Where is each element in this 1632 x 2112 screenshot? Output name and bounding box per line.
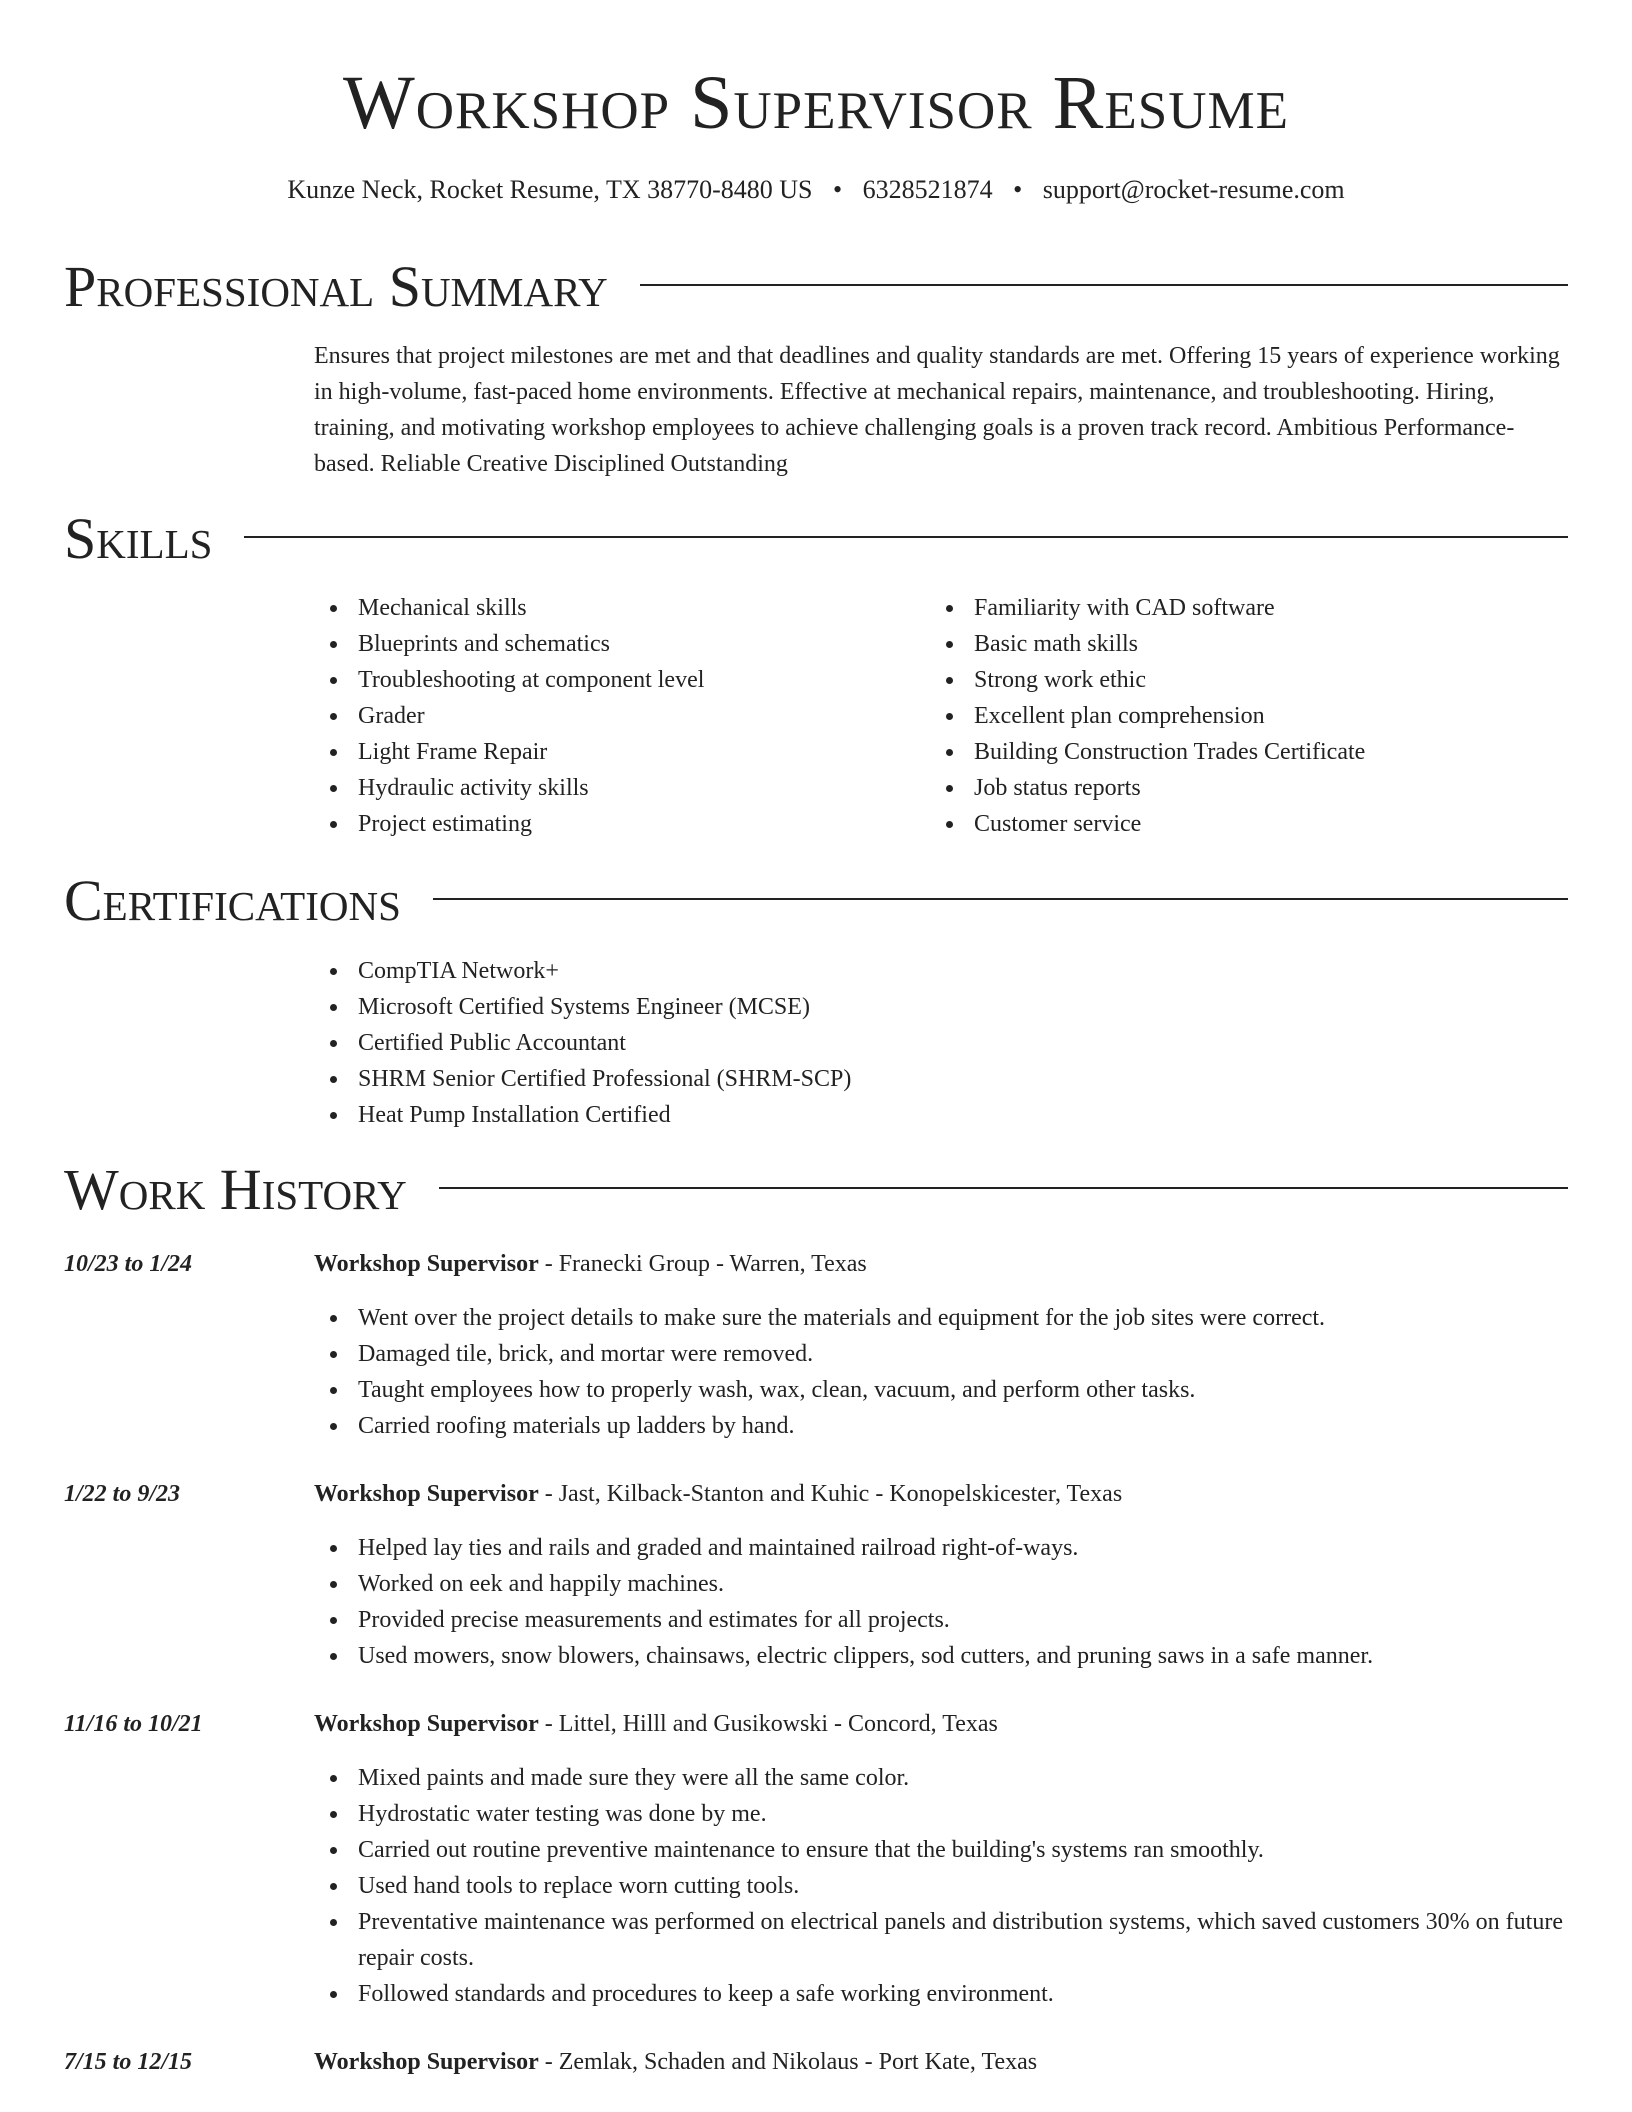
skill-item: Light Frame Repair — [314, 734, 914, 770]
skills-heading: Skills — [64, 506, 213, 571]
job-employer-location: - Littel, Hilll and Gusikowski - Concord, Texas — [538, 1711, 998, 1737]
section-divider — [640, 284, 1568, 286]
certification-item: Heat Pump Installation Certified — [314, 1097, 1514, 1133]
job-duty: Damaged tile, brick, and mortar were removed. — [314, 1336, 1570, 1372]
job-duties-list — [314, 1530, 1570, 1674]
certifications-heading: Certifications — [64, 868, 401, 933]
section-divider — [244, 536, 1568, 538]
work-history-section-header — [64, 1155, 1568, 1225]
job-heading — [314, 1706, 998, 1742]
certifications-list — [314, 953, 1514, 1133]
job-duty: Taught employees how to properly wash, wax, clean, vacuum, and perform other tasks. — [314, 1372, 1570, 1408]
certification-item: SHRM Senior Certified Professional (SHRM-SCP) — [314, 1061, 1514, 1097]
skills-list-left — [314, 590, 914, 842]
skill-item: Building Construction Trades Certificate — [930, 734, 1550, 770]
job-heading — [314, 1476, 1122, 1512]
job-duties-list — [314, 1760, 1570, 2012]
certification-item: CompTIA Network+ — [314, 953, 1514, 989]
skill-item: Basic math skills — [930, 626, 1550, 662]
certifications-section-header — [64, 866, 1568, 936]
contact-separator: • — [1013, 175, 1023, 204]
skill-item: Familiarity with CAD software — [930, 590, 1550, 626]
job-duty: Worked on eek and happily machines. — [314, 1566, 1570, 1602]
job-duty: Helped lay ties and rails and graded and maintained railroad right-of-ways. — [314, 1530, 1570, 1566]
summary-heading: Professional Summary — [64, 254, 608, 319]
job-duty: Hydrostatic water testing was done by me. — [314, 1796, 1570, 1832]
contact-phone: 6328521874 — [862, 175, 993, 204]
section-divider — [433, 898, 1568, 900]
job-duty: Preventative maintenance was performed on electrical panels and distribution systems, which saved customers 30% on future repair costs. — [314, 1904, 1570, 1976]
skill-item: Troubleshooting at component level — [314, 662, 914, 698]
skill-item: Project estimating — [314, 806, 914, 842]
summary-section-header — [64, 252, 1568, 322]
skill-item: Mechanical skills — [314, 590, 914, 626]
job-dates: 10/23 to 1/24 — [64, 1251, 193, 1277]
job-duty: Carried out routine preventive maintenance to ensure that the building's systems ran smoothly. — [314, 1832, 1570, 1868]
job-employer-location: - Zemlak, Schaden and Nikolaus - Port Kate, Texas — [538, 2049, 1038, 2075]
job-role: Workshop Supervisor — [314, 2049, 539, 2075]
job-duty: Provided precise measurements and estimates for all projects. — [314, 1602, 1570, 1638]
job-heading — [314, 2044, 1037, 2080]
job-duty: Mixed paints and made sure they were all the same color. — [314, 1760, 1570, 1796]
job-dates: 11/16 to 10/21 — [64, 1711, 203, 1737]
skill-item: Excellent plan comprehension — [930, 698, 1550, 734]
job-duty: Carried roofing materials up ladders by hand. — [314, 1408, 1570, 1444]
job-role: Workshop Supervisor — [314, 1481, 539, 1507]
job-employer-location: - Jast, Kilback-Stanton and Kuhic - Konopelskicester, Texas — [538, 1481, 1123, 1507]
skills-section-header — [64, 504, 1568, 574]
job-employer-location: - Franecki Group - Warren, Texas — [538, 1251, 867, 1277]
job-role: Workshop Supervisor — [314, 1711, 539, 1737]
skill-item: Strong work ethic — [930, 662, 1550, 698]
work-history-heading: Work History — [64, 1157, 407, 1222]
job-heading — [314, 1246, 867, 1282]
section-divider — [439, 1187, 1568, 1189]
contact-separator: • — [833, 175, 843, 204]
resume-title: Workshop Supervisor Resume — [343, 61, 1289, 145]
certification-item: Microsoft Certified Systems Engineer (MCSE) — [314, 989, 1514, 1025]
skill-item: Hydraulic activity skills — [314, 770, 914, 806]
skills-list-right — [930, 590, 1550, 842]
job-dates: 1/22 to 9/23 — [64, 1481, 181, 1507]
job-duty: Used mowers, snow blowers, chainsaws, electric clippers, sod cutters, and pruning saws in a safe manner. — [314, 1638, 1570, 1674]
skill-item: Customer service — [930, 806, 1550, 842]
job-duties-list — [314, 1300, 1570, 1444]
job-role: Workshop Supervisor — [314, 1251, 539, 1277]
skill-item: Job status reports — [930, 770, 1550, 806]
job-dates: 7/15 to 12/15 — [64, 2049, 193, 2075]
summary-text: Ensures that project milestones are met and that deadlines and quality standards are met. Offering 15 years of experience working in high-volume, fast-paced home environments. Effective at mechanical repairs, maintenance, and troubleshooting. Hiring, training, and motivating workshop employees to achieve challenging goals is a proven track record. Ambitious Performance-based. Reliable Creative Disciplined Outstanding — [314, 343, 1560, 477]
job-duty: Followed standards and procedures to keep a safe working environment. — [314, 1976, 1570, 2012]
job-duty: Went over the project details to make sure the materials and equipment for the job sites were correct. — [314, 1300, 1570, 1336]
certification-item: Certified Public Accountant — [314, 1025, 1514, 1061]
skill-item: Blueprints and schematics — [314, 626, 914, 662]
contact-email: support@rocket-resume.com — [1042, 175, 1345, 204]
contact-address: Kunze Neck, Rocket Resume, TX 38770-8480 US — [287, 175, 813, 204]
skill-item: Grader — [314, 698, 914, 734]
job-duty: Used hand tools to replace worn cutting tools. — [314, 1868, 1570, 1904]
contact-line — [0, 172, 1632, 208]
